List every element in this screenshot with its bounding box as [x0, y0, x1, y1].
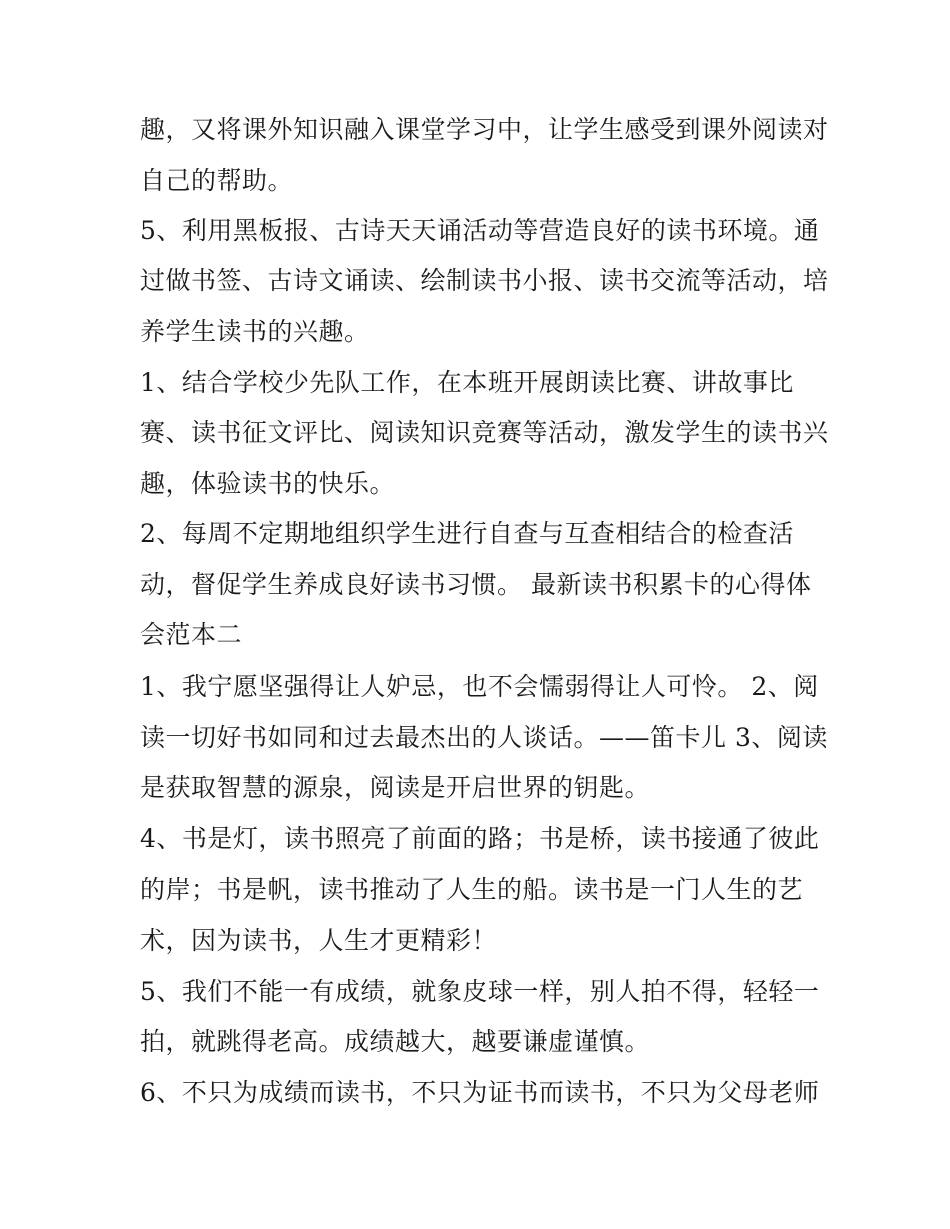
text-line-19: 拍，就跳得老高。成绩越大，越要谦虚谨慎。: [140, 1027, 651, 1056]
text-line-8: 趣，体验读书的快乐。: [140, 469, 396, 498]
text-line-13: 读一切好书如同和过去最杰出的人谈话。——笛卡儿 3、阅读: [140, 723, 828, 752]
text-line-2: 自己的帮助。: [140, 166, 294, 195]
text-line-12: 1、我宁愿坚强得让人妒忌，也不会懦弱得让人可怜。 2、阅: [140, 672, 819, 701]
text-line-4: 过做书签、古诗文诵读、绘制读书小报、读书交流等活动，培: [140, 266, 829, 295]
text-line-3: 5、利用黑板报、古诗天天诵活动等营造良好的读书环境。通: [140, 216, 820, 245]
text-line-18: 5、我们不能一有成绩，就象皮球一样，别人拍不得，轻轻一: [140, 977, 820, 1006]
text-line-6: 1、结合学校少先队工作，在本班开展朗读比赛、讲故事比: [140, 368, 794, 397]
text-line-5: 养学生读书的兴趣。: [140, 317, 370, 346]
text-line-10: 动，督促学生养成良好读书习惯。 最新读书积累卡的心得体: [140, 570, 812, 599]
text-line-17: 术，因为读书，人生才更精彩！: [140, 926, 498, 955]
text-line-20: 6、不只为成绩而读书，不只为证书而读书，不只为父母老师: [140, 1078, 820, 1107]
text-line-11: 会范本二: [140, 620, 243, 649]
text-line-9: 2、每周不定期地组织学生进行自查与互查相结合的检查活: [140, 519, 794, 548]
text-line-14: 是获取智慧的源泉，阅读是开启世界的钥匙。: [140, 773, 651, 802]
text-line-7: 赛、读书征文评比、阅读知识竞赛等活动，激发学生的读书兴: [140, 418, 829, 447]
text-line-15: 4、书是灯，读书照亮了前面的路；书是桥，读书接通了彼此: [140, 824, 820, 853]
text-line-16: 的岸；书是帆，读书推动了人生的船。读书是一门人生的艺: [140, 875, 804, 904]
text-line-1: 趣，又将课外知识融入课堂学习中，让学生感受到课外阅读对: [140, 115, 829, 144]
